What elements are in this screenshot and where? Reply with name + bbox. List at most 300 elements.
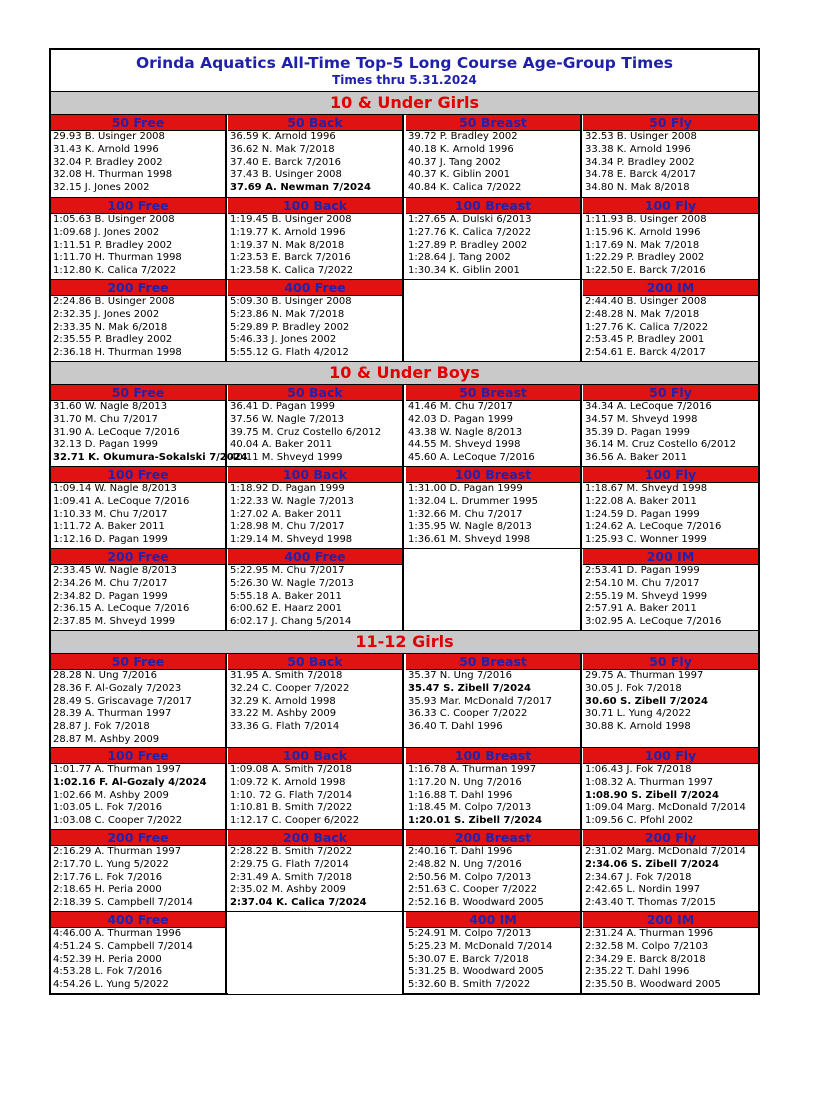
time-entry: 35.93 Mar. McDonald 7/2017 [408,695,553,707]
event-cell [583,198,758,279]
time-entry: 40.37 J. Tang 2002 [408,156,502,168]
event-header: 400 Free [228,280,402,296]
event-row [51,654,758,748]
time-entry: 35.39 D. Pagan 1999 [585,426,691,438]
event-header: 100 Fly [583,467,758,483]
time-entry: 1:08.32 A. Thurman 1997 [585,776,714,788]
time-entry: 1:18.92 D. Pagan 1999 [230,483,345,494]
event-cell [51,748,227,829]
time-entry: 37.40 E. Barck 7/2016 [230,156,342,168]
event-cell [228,198,404,279]
time-entry: 1:11.70 H. Thurman 1998 [53,252,182,264]
times-list [228,401,402,465]
event-cell [228,115,404,197]
event-row [51,115,758,198]
times-list [583,670,758,734]
time-entry: 2:37.04 K. Calica 7/2024 [230,897,367,909]
event-header: 400 Free [228,549,402,565]
event-header: 200 Breast [406,830,580,846]
time-entry: 37.43 B. Usinger 2008 [230,169,342,181]
time-entry: 4:53.28 L. Fok 7/2016 [53,966,163,978]
time-entry: 1:18.45 M. Colpo 7/2013 [408,802,532,814]
event-cell [228,830,404,911]
times-list [406,483,580,547]
time-entry: 1:10.81 B. Smith 7/2022 [230,802,353,814]
times-list [228,565,402,629]
time-entry: 1:36.61 M. Shveyd 1998 [408,534,531,546]
time-entry: 2:43.40 T. Thomas 7/2015 [585,897,716,909]
time-entry: 29.75 A. Thurman 1997 [585,670,704,681]
time-entry: 2:54.61 E. Barck 4/2017 [585,347,706,359]
records-sheet [49,48,760,995]
time-entry: 1:22.29 P. Bradley 2002 [585,252,705,264]
time-entry: 2:40.16 T. Dahl 1996 [408,846,513,857]
times-list [406,846,580,910]
time-entry: 1:29.14 M. Shveyd 1998 [230,534,353,546]
time-entry: 1:19.45 B. Usinger 2008 [230,214,352,225]
event-cell [583,654,758,747]
time-entry: 1:23.53 E. Barck 7/2016 [230,252,351,264]
event-header: 50 Back [228,115,402,131]
times-list [228,214,402,278]
time-entry: 1:22.50 E. Barck 7/2016 [585,265,706,277]
time-entry: 31.90 A. LeCoque 7/2016 [53,426,180,438]
time-entry: 2:34.26 M. Chu 7/2017 [53,577,168,589]
time-entry: 2:28.22 B. Smith 7/2022 [230,846,353,857]
blank-space [406,280,580,361]
time-entry: 1:19.77 K. Arnold 1996 [230,226,346,238]
event-header: 50 Fly [583,385,758,401]
times-list [228,296,402,360]
time-entry: 1:08.90 S. Zibell 7/2024 [585,789,719,801]
time-entry: 39.75 M. Cruz Costello 6/2012 [230,426,382,438]
time-entry: 40.37 K. Giblin 2001 [408,169,511,181]
time-entry: 28.49 S. Griscavage 7/2017 [53,695,192,707]
time-entry: 2:34.29 E. Barck 8/2018 [585,953,706,965]
time-entry: 31.60 W. Nagle 8/2013 [53,401,168,412]
time-entry: 4:51.24 S. Campbell 7/2014 [53,940,193,952]
event-row [51,830,758,912]
event-header: 50 Breast [406,385,580,401]
event-row [51,549,758,631]
event-header: 100 Back [228,198,402,214]
time-entry: 32.71 K. Okumura-Sokalski 7/2024 [53,452,248,464]
event-row [51,198,758,280]
time-entry: 1:03.08 C. Cooper 7/2022 [53,815,183,827]
time-entry: 4:52.39 H. Peria 2000 [53,953,162,965]
event-row [51,467,758,549]
time-entry: 2:35.02 M. Ashby 2009 [230,884,346,896]
times-list [583,401,758,465]
event-cell [406,912,582,994]
times-list [51,846,225,910]
time-entry: 1:11.51 P. Bradley 2002 [53,239,173,251]
time-entry: 5:22.95 M. Chu 7/2017 [230,565,345,576]
event-cell [228,467,404,548]
time-entry: 1:22.08 A. Baker 2011 [585,495,697,507]
time-entry: 30.60 S. Zibell 7/2024 [585,695,708,707]
time-entry: 28.87 M. Ashby 2009 [53,733,160,745]
time-entry: 1:25.93 C. Wonner 1999 [585,534,707,546]
time-entry: 4:46.00 A. Thurman 1996 [53,928,182,939]
event-header: 200 Free [51,830,225,846]
event-cell [406,385,582,466]
event-header: 200 Free [51,280,225,296]
event-cell [406,654,582,747]
time-entry: 3:02.95 A. LeCoque 7/2016 [585,616,722,628]
time-entry: 1:01.77 A. Thurman 1997 [53,764,182,775]
time-entry: 2:24.86 B. Usinger 2008 [53,296,175,307]
page-title: Orinda Aquatics All-Time Top-5 Long Course Age-Group Times [135,54,674,72]
empty-cell [406,549,582,630]
time-entry: 42.03 D. Pagan 1999 [408,413,514,425]
time-entry: 4:54.26 L. Yung 5/2022 [53,979,169,991]
time-entry: 1:35.95 W. Nagle 8/2013 [408,521,532,533]
times-list [51,483,225,547]
event-cell [228,280,404,361]
time-entry: 34.80 N. Mak 8/2018 [585,182,690,194]
event-cell [51,549,227,630]
time-entry: 34.34 A. LeCoque 7/2016 [585,401,712,412]
event-cell [51,198,227,279]
event-cell [583,748,758,829]
time-entry: 2:16.29 A. Thurman 1997 [53,846,182,857]
event-cell [406,198,582,279]
blank-space [406,549,580,630]
event-row [51,280,758,362]
time-entry: 2:35.22 T. Dahl 1996 [585,966,690,978]
time-entry: 45.60 A. LeCoque 7/2016 [408,452,535,464]
time-entry: 6:00.62 E. Haarz 2001 [230,603,342,615]
time-entry: 36.14 M. Cruz Costello 6/2012 [585,439,737,451]
event-cell [406,830,582,911]
time-entry: 1:24.59 D. Pagan 1999 [585,508,700,520]
event-header: 100 Breast [406,198,580,214]
time-entry: 2:17.76 L. Fok 7/2016 [53,871,163,883]
time-entry: 32.08 H. Thurman 1998 [53,169,173,181]
event-header: 200 IM [583,549,758,565]
section-header: 11-12 Girls [51,631,758,654]
time-entry: 1:32.66 M. Chu 7/2017 [408,508,523,520]
event-cell [583,467,758,548]
event-cell [228,549,404,630]
event-cell [51,830,227,911]
times-list [51,131,225,195]
event-header: 50 Back [228,654,402,670]
time-entry: 32.15 J. Jones 2002 [53,182,150,194]
time-entry: 28.39 A. Thurman 1997 [53,708,172,720]
time-entry: 1:03.05 L. Fok 7/2016 [53,802,163,814]
time-entry: 40.84 K. Calica 7/2022 [408,182,522,194]
time-entry: 2:18.39 S. Campbell 7/2014 [53,897,193,909]
time-entry: 31.95 A. Smith 7/2018 [230,670,343,681]
time-entry: 39.72 P. Bradley 2002 [408,131,518,142]
time-entry: 31.70 M. Chu 7/2017 [53,413,158,425]
times-list [228,483,402,547]
time-entry: 1:11.72 A. Baker 2011 [53,521,165,533]
times-list [51,764,225,828]
time-entry: 1:28.98 M. Chu 7/2017 [230,521,345,533]
time-entry: 1:24.62 A. LeCoque 7/2016 [585,521,722,533]
time-entry: 44.55 M. Shveyd 1998 [408,439,521,451]
time-entry: 30.05 J. Fok 7/2018 [585,682,682,694]
time-entry: 2:57.91 A. Baker 2011 [585,603,697,615]
event-header: 100 Free [51,748,225,764]
time-entry: 28.28 N. Ung 7/2016 [53,670,158,681]
time-entry: 1:09.04 Marg. McDonald 7/2014 [585,802,746,814]
event-header: 200 Free [51,549,225,565]
time-entry: 5:46.33 J. Jones 2002 [230,334,337,346]
time-entry: 2:55.19 M. Shveyd 1999 [585,590,708,602]
time-entry: 1:02.66 M. Ashby 2009 [53,789,169,801]
times-list [583,214,758,278]
event-row [51,912,758,995]
time-entry: 37.69 A. Newman 7/2024 [230,182,371,194]
time-entry: 5:26.30 W. Nagle 7/2013 [230,577,354,589]
time-entry: 2:36.18 H. Thurman 1998 [53,347,182,359]
times-list [406,670,580,734]
empty-cell [228,912,404,994]
time-entry: 1:20.01 S. Zibell 7/2024 [408,815,542,827]
time-entry: 2:34.67 J. Fok 7/2018 [585,871,692,883]
time-entry: 1:28.64 J. Tang 2002 [408,252,511,264]
time-entry: 33.38 K. Arnold 1996 [585,143,691,155]
time-entry: 35.47 S. Zibell 7/2024 [408,682,531,694]
time-entry: 1:10. 72 G. Flath 7/2014 [230,789,353,801]
time-entry: 5:25.23 M. McDonald 7/2014 [408,940,553,952]
event-header: 50 Free [51,654,225,670]
time-entry: 1:09.72 K. Arnold 1998 [230,776,346,788]
times-list [583,131,758,195]
time-entry: 1:16.78 A. Thurman 1997 [408,764,537,775]
time-entry: 36.56 A. Baker 2011 [585,452,688,464]
event-header: 50 Breast [406,115,580,131]
time-entry: 35.37 N. Ung 7/2016 [408,670,513,681]
time-entry: 1:27.76 K. Calica 7/2022 [408,226,532,238]
event-cell [51,385,248,466]
time-entry: 36.33 C. Cooper 7/2022 [408,708,528,720]
time-entry: 1:12.16 D. Pagan 1999 [53,534,168,546]
event-cell [583,912,758,994]
event-cell [51,912,227,994]
time-entry: 2:50.56 M. Colpo 7/2013 [408,871,532,883]
event-header: 50 Free [51,115,225,131]
time-entry: 1:12.80 K. Calica 7/2022 [53,265,177,277]
time-entry: 1:23.58 K. Calica 7/2022 [230,265,354,277]
times-list [228,670,402,734]
event-header: 100 Breast [406,748,580,764]
event-cell [406,115,582,197]
event-cell [406,748,582,829]
time-entry: 37.56 W. Nagle 7/2013 [230,413,345,425]
time-entry: 36.41 D. Pagan 1999 [230,401,336,412]
event-cell [228,385,404,466]
time-entry: 30.71 L. Yung 4/2022 [585,708,692,720]
empty-cell [406,280,582,361]
time-entry: 1:16.88 T. Dahl 1996 [408,789,513,801]
event-header: 100 Fly [583,198,758,214]
event-cell [51,654,227,747]
time-entry: 1:05.63 B. Usinger 2008 [53,214,175,225]
time-entry: 2:54.10 M. Chu 7/2017 [585,577,700,589]
time-entry: 5:32.60 B. Smith 7/2022 [408,979,531,991]
time-entry: 2:53.45 P. Bradley 2001 [585,334,705,346]
time-entry: 40.04 A. Baker 2011 [230,439,333,451]
time-entry: 30.88 K. Arnold 1998 [585,721,691,733]
time-entry: 1:32.04 L. Drummer 1995 [408,495,538,507]
time-entry: 2:34.82 D. Pagan 1999 [53,590,168,602]
time-entry: 43.38 W. Nagle 8/2013 [408,426,523,438]
event-header: 100 Free [51,467,225,483]
times-list [406,401,580,465]
page-subtitle: Times thru 5.31.2024 [332,73,477,87]
times-list [406,764,580,828]
time-entry: 1:09.56 C. Pfohl 2002 [585,815,694,827]
event-cell [228,748,404,829]
event-header: 200 IM [583,912,758,928]
times-list [583,764,758,828]
times-list [228,846,402,910]
blank-space [228,912,402,994]
event-cell [583,280,758,361]
time-entry: 5:55.12 G. Flath 4/2012 [230,347,349,359]
times-list [51,214,225,278]
times-list [51,296,225,360]
event-header: 100 Free [51,198,225,214]
time-entry: 1:31.00 D. Pagan 1999 [408,483,523,494]
time-entry: 2:51.63 C. Cooper 7/2022 [408,884,538,896]
time-entry: 1:17.69 N. Mak 7/2018 [585,239,700,251]
times-list [228,131,402,195]
time-entry: 2:31.02 Marg. McDonald 7/2014 [585,846,746,857]
time-entry: 1:02.16 F. Al-Gozaly 4/2024 [53,776,207,788]
section-header: 10 & Under Boys [51,362,758,385]
time-entry: 1:12.17 C. Cooper 6/2022 [230,815,360,827]
time-entry: 36.59 K. Arnold 1996 [230,131,336,142]
event-cell [583,115,758,197]
time-entry: 1:17.20 N. Ung 7/2016 [408,776,522,788]
time-entry: 1:22.33 W. Nagle 7/2013 [230,495,354,507]
time-entry: 2:29.75 G. Flath 7/2014 [230,858,349,870]
time-entry: 1:09.41 A. LeCoque 7/2016 [53,495,190,507]
event-row [51,385,758,467]
time-entry: 34.34 P. Bradley 2002 [585,156,695,168]
time-entry: 2:52.16 B. Woodward 2005 [408,897,544,909]
times-list [583,483,758,547]
time-entry: 2:18.65 H. Peria 2000 [53,884,162,896]
time-entry: 1:09.68 J. Jones 2002 [53,226,160,238]
event-cell [51,467,227,548]
time-entry: 31.43 K. Arnold 1996 [53,143,159,155]
event-header: 50 Back [228,385,402,401]
time-entry: 32.29 K. Arnold 1998 [230,695,336,707]
event-header: 50 Free [51,385,225,401]
time-entry: 5:31.25 B. Woodward 2005 [408,966,544,978]
time-entry: 5:23.86 N. Mak 7/2018 [230,308,345,320]
time-entry: 2:36.15 A. LeCoque 7/2016 [53,603,190,615]
time-entry: 1:27.76 K. Calica 7/2022 [585,321,709,333]
time-entry: 1:27.89 P. Bradley 2002 [408,239,528,251]
time-entry: 1:10.33 M. Chu 7/2017 [53,508,168,520]
event-row [51,748,758,830]
time-entry: 6:02.17 J. Chang 5/2014 [230,616,352,628]
time-entry: 2:48.82 N. Ung 7/2016 [408,858,522,870]
times-list [51,670,225,747]
time-entry: 28.36 F. Al-Gozaly 7/2023 [53,682,182,694]
event-header: 400 Free [51,912,225,928]
time-entry: 29.93 B. Usinger 2008 [53,131,165,142]
times-list [406,928,580,992]
event-cell [228,654,404,747]
time-entry: 2:35.55 P. Bradley 2002 [53,334,173,346]
time-entry: 2:44.40 B. Usinger 2008 [585,296,707,307]
times-list [406,131,580,195]
time-entry: 2:17.70 L. Yung 5/2022 [53,858,169,870]
time-entry: 2:53.41 D. Pagan 1999 [585,565,700,576]
time-entry: 2:33.45 W. Nagle 8/2013 [53,565,177,576]
time-entry: 33.22 M. Ashby 2009 [230,708,337,720]
times-list [51,928,225,992]
event-cell [583,549,758,630]
time-entry: 40.11 M. Shveyd 1999 [230,452,343,464]
event-header: 100 Breast [406,467,580,483]
time-entry: 5:09.30 B. Usinger 2008 [230,296,352,307]
event-header: 50 Fly [583,115,758,131]
event-header: 200 IM [583,280,758,296]
event-cell [51,115,227,197]
event-cell [583,830,758,911]
time-entry: 2:34.06 S. Zibell 7/2024 [585,858,719,870]
section-header: 10 & Under Girls [51,92,758,115]
times-list [583,296,758,360]
time-entry: 5:55.18 A. Baker 2011 [230,590,342,602]
time-entry: 41.46 M. Chu 7/2017 [408,401,513,412]
time-entry: 40.18 K. Arnold 1996 [408,143,514,155]
title-block [51,50,758,92]
time-entry: 36.40 T. Dahl 1996 [408,721,503,733]
times-list [406,214,580,278]
time-entry: 5:30.07 E. Barck 7/2018 [408,953,529,965]
times-list [583,928,758,992]
times-list [51,565,225,629]
time-entry: 2:42.65 L. Nordin 1997 [585,884,701,896]
event-header: 400 IM [406,912,580,928]
times-list [51,401,248,465]
event-cell [51,280,227,361]
time-entry: 32.04 P. Bradley 2002 [53,156,163,168]
time-entry: 1:09.14 W. Nagle 8/2013 [53,483,177,494]
time-entry: 1:15.96 K. Arnold 1996 [585,226,701,238]
time-entry: 2:37.85 M. Shveyd 1999 [53,616,176,628]
event-cell [583,385,758,466]
event-header: 50 Fly [583,654,758,670]
time-entry: 34.78 E. Barck 4/2017 [585,169,697,181]
time-entry: 2:35.50 B. Woodward 2005 [585,979,721,991]
time-entry: 5:29.89 P. Bradley 2002 [230,321,350,333]
time-entry: 1:18.67 M. Shveyd 1998 [585,483,708,494]
time-entry: 5:24.91 M. Colpo 7/2013 [408,928,532,939]
time-entry: 28.87 J. Fok 7/2018 [53,721,150,733]
time-entry: 32.24 C. Cooper 7/2022 [230,682,350,694]
time-entry: 1:30.34 K. Giblin 2001 [408,265,520,277]
time-entry: 1:06.43 J. Fok 7/2018 [585,764,692,775]
time-entry: 1:27.65 A. Dulski 6/2013 [408,214,532,225]
time-entry: 2:33.35 N. Mak 6/2018 [53,321,168,333]
event-header: 100 Back [228,748,402,764]
event-header: 200 Fly [583,830,758,846]
time-entry: 2:31.49 A. Smith 7/2018 [230,871,353,883]
time-entry: 1:27.02 A. Baker 2011 [230,508,342,520]
